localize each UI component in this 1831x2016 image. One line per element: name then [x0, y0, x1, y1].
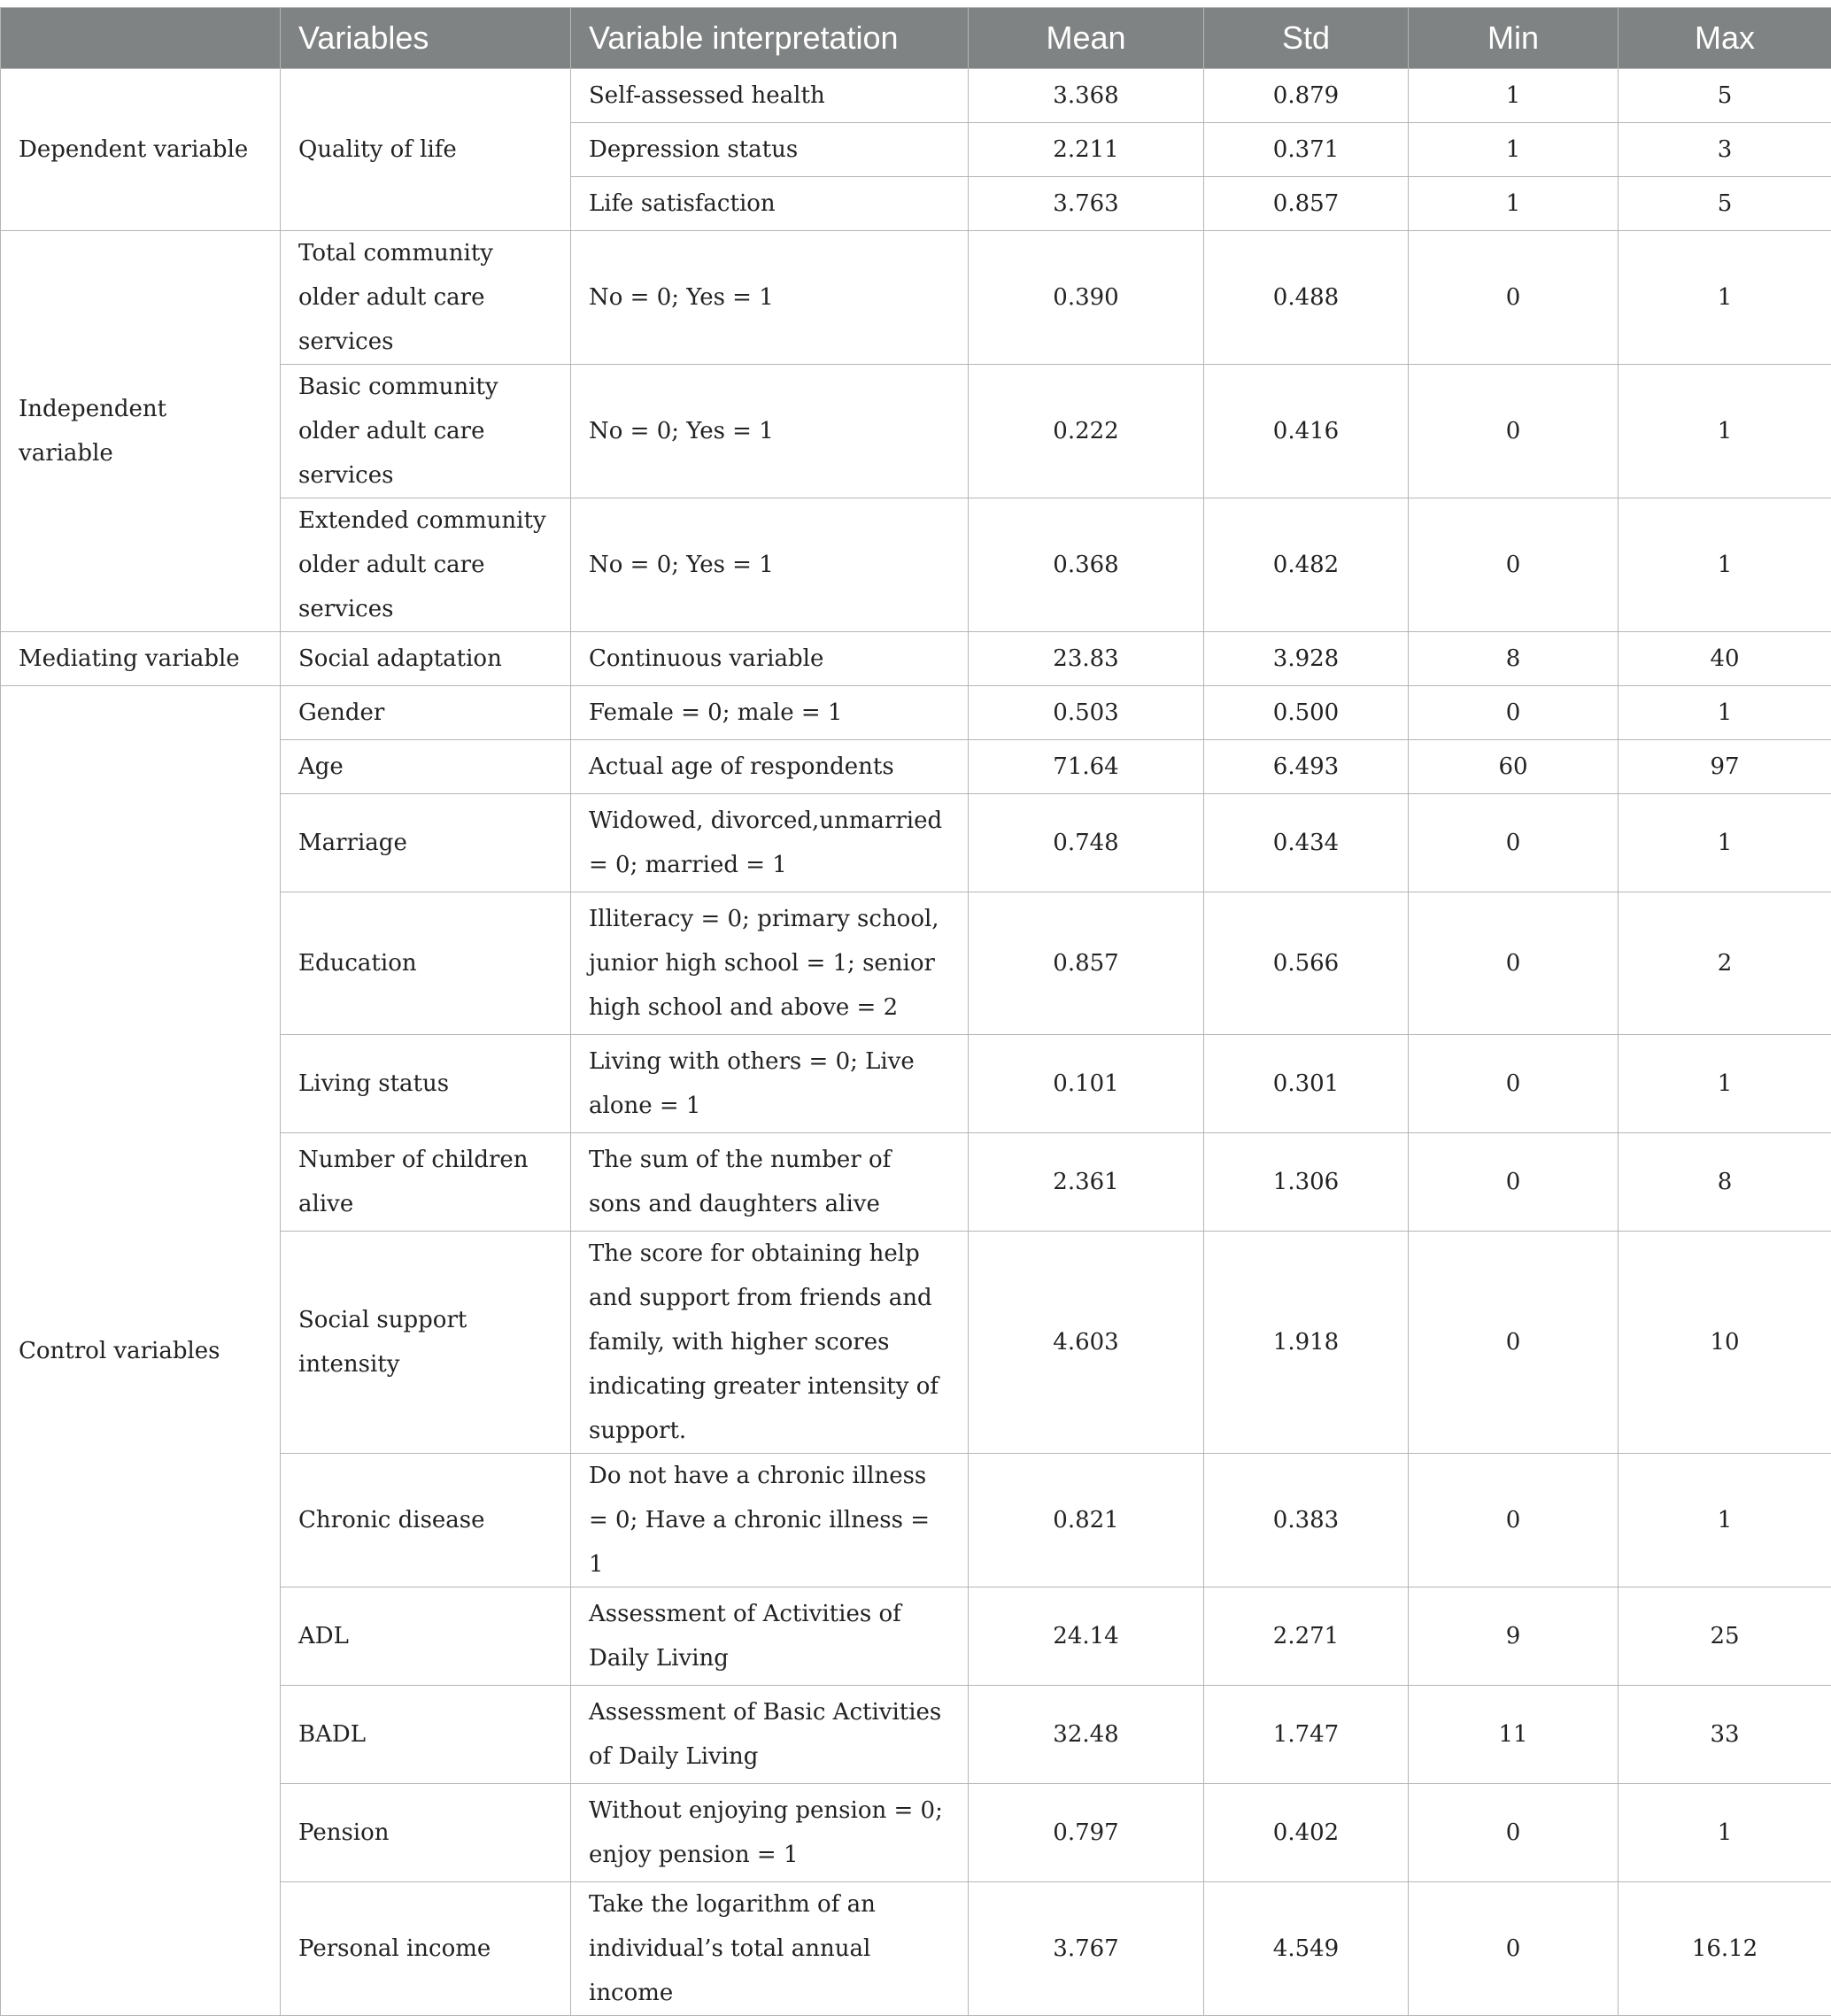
variable-name: Social adaptation: [281, 632, 571, 686]
max-value: 16.12: [1619, 1882, 1831, 2016]
group-label: Control variables: [1, 686, 281, 2016]
max-value: 2: [1619, 892, 1831, 1035]
table-row: [1, 69, 1831, 123]
min-value: 0: [1409, 498, 1619, 632]
variable-name: Education: [281, 892, 571, 1035]
variable-name: Basic community older adult care services: [281, 365, 571, 498]
min-value: 1: [1409, 69, 1619, 123]
max-value: 1: [1619, 231, 1831, 365]
std-value: 0.488: [1204, 231, 1409, 365]
std-value: 0.434: [1204, 794, 1409, 892]
table-row: [1, 686, 1831, 740]
variable-name: Gender: [281, 686, 571, 740]
min-value: 1: [1409, 123, 1619, 177]
group-label: Mediating variable: [1, 632, 281, 686]
variable-interpretation: Assessment of Activities of Daily Living: [571, 1587, 969, 1686]
mean-value: 0.503: [969, 686, 1204, 740]
min-value: 0: [1409, 794, 1619, 892]
variable-interpretation: Without enjoying pension = 0; enjoy pension = 1: [571, 1784, 969, 1882]
max-value: 1: [1619, 365, 1831, 498]
max-value: 1: [1619, 1035, 1831, 1133]
variable-name: Pension: [281, 1784, 571, 1882]
min-value: 11: [1409, 1686, 1619, 1784]
max-value: 3: [1619, 123, 1831, 177]
header-max: Max: [1619, 8, 1831, 69]
min-value: 0: [1409, 1133, 1619, 1232]
mean-value: 0.101: [969, 1035, 1204, 1133]
mean-value: 71.64: [969, 740, 1204, 794]
variable-name: Extended community older adult care services: [281, 498, 571, 632]
variable-interpretation: Female = 0; male = 1: [571, 686, 969, 740]
max-value: 5: [1619, 69, 1831, 123]
header-min: Min: [1409, 8, 1619, 69]
table-body: [1, 69, 1831, 2016]
header-mean: Mean: [969, 8, 1204, 69]
mean-value: 2.361: [969, 1133, 1204, 1232]
std-value: 0.301: [1204, 1035, 1409, 1133]
mean-value: 4.603: [969, 1232, 1204, 1454]
mean-value: 0.797: [969, 1784, 1204, 1882]
variable-interpretation: Depression status: [571, 123, 969, 177]
std-value: 2.271: [1204, 1587, 1409, 1686]
group-label: Independent variable: [1, 231, 281, 632]
variable-name: Age: [281, 740, 571, 794]
variable-interpretation: No = 0; Yes = 1: [571, 231, 969, 365]
std-value: 0.482: [1204, 498, 1409, 632]
variable-name: Personal income: [281, 1882, 571, 2016]
variable-name: Quality of life: [281, 69, 571, 231]
max-value: 10: [1619, 1232, 1831, 1454]
variable-name: Number of children alive: [281, 1133, 571, 1232]
min-value: 9: [1409, 1587, 1619, 1686]
min-value: 1: [1409, 177, 1619, 231]
variable-name: Social support intensity: [281, 1232, 571, 1454]
variable-name: Total community older adult care services: [281, 231, 571, 365]
std-value: 1.306: [1204, 1133, 1409, 1232]
std-value: 6.493: [1204, 740, 1409, 794]
variable-interpretation: No = 0; Yes = 1: [571, 498, 969, 632]
std-value: 4.549: [1204, 1882, 1409, 2016]
header-std: Std: [1204, 8, 1409, 69]
min-value: 0: [1409, 365, 1619, 498]
max-value: 1: [1619, 794, 1831, 892]
mean-value: 32.48: [969, 1686, 1204, 1784]
std-value: 0.566: [1204, 892, 1409, 1035]
variable-name: Living status: [281, 1035, 571, 1133]
std-value: 0.500: [1204, 686, 1409, 740]
std-value: 1.747: [1204, 1686, 1409, 1784]
variable-interpretation: The score for obtaining help and support from friends and family, with higher scores indicating greater intensity of support.: [571, 1232, 969, 1454]
header-row: [1, 8, 1831, 69]
table-row: [1, 231, 1831, 365]
mean-value: 2.211: [969, 123, 1204, 177]
variable-interpretation: Take the logarithm of an individual’s total annual income: [571, 1882, 969, 2016]
min-value: 60: [1409, 740, 1619, 794]
std-value: 0.383: [1204, 1454, 1409, 1587]
mean-value: 3.767: [969, 1882, 1204, 2016]
max-value: 1: [1619, 498, 1831, 632]
variable-interpretation: Assessment of Basic Activities of Daily Living: [571, 1686, 969, 1784]
min-value: 0: [1409, 1784, 1619, 1882]
variable-interpretation: Self-assessed health: [571, 69, 969, 123]
max-value: 1: [1619, 1784, 1831, 1882]
variable-name: Marriage: [281, 794, 571, 892]
mean-value: 3.368: [969, 69, 1204, 123]
min-value: 0: [1409, 1035, 1619, 1133]
min-value: 8: [1409, 632, 1619, 686]
std-value: 3.928: [1204, 632, 1409, 686]
mean-value: 0.222: [969, 365, 1204, 498]
mean-value: 0.748: [969, 794, 1204, 892]
max-value: 33: [1619, 1686, 1831, 1784]
max-value: 1: [1619, 686, 1831, 740]
variable-interpretation: Continuous variable: [571, 632, 969, 686]
std-value: 1.918: [1204, 1232, 1409, 1454]
table-row: [1, 632, 1831, 686]
mean-value: 0.821: [969, 1454, 1204, 1587]
variable-name: Chronic disease: [281, 1454, 571, 1587]
std-value: 0.402: [1204, 1784, 1409, 1882]
min-value: 0: [1409, 1882, 1619, 2016]
variable-interpretation: Living with others = 0; Live alone = 1: [571, 1035, 969, 1133]
variable-name: BADL: [281, 1686, 571, 1784]
variable-interpretation: The sum of the number of sons and daughters alive: [571, 1133, 969, 1232]
descriptive-statistics-table: [0, 7, 1831, 2016]
max-value: 5: [1619, 177, 1831, 231]
variable-interpretation: No = 0; Yes = 1: [571, 365, 969, 498]
variable-name: ADL: [281, 1587, 571, 1686]
variable-interpretation: Do not have a chronic illness = 0; Have a chronic illness = 1: [571, 1454, 969, 1587]
std-value: 0.879: [1204, 69, 1409, 123]
std-value: 0.416: [1204, 365, 1409, 498]
header-group: [1, 8, 281, 69]
min-value: 0: [1409, 231, 1619, 365]
group-label: Dependent variable: [1, 69, 281, 231]
min-value: 0: [1409, 1232, 1619, 1454]
header-interpretation: Variable interpretation: [571, 8, 969, 69]
mean-value: 0.368: [969, 498, 1204, 632]
mean-value: 24.14: [969, 1587, 1204, 1686]
max-value: 97: [1619, 740, 1831, 794]
max-value: 8: [1619, 1133, 1831, 1232]
min-value: 0: [1409, 1454, 1619, 1587]
max-value: 1: [1619, 1454, 1831, 1587]
max-value: 25: [1619, 1587, 1831, 1686]
min-value: 0: [1409, 892, 1619, 1035]
max-value: 40: [1619, 632, 1831, 686]
std-value: 0.371: [1204, 123, 1409, 177]
mean-value: 0.857: [969, 892, 1204, 1035]
header-variables: Variables: [281, 8, 571, 69]
min-value: 0: [1409, 686, 1619, 740]
mean-value: 3.763: [969, 177, 1204, 231]
variable-interpretation: Life satisfaction: [571, 177, 969, 231]
mean-value: 23.83: [969, 632, 1204, 686]
variable-interpretation: Actual age of respondents: [571, 740, 969, 794]
mean-value: 0.390: [969, 231, 1204, 365]
std-value: 0.857: [1204, 177, 1409, 231]
variable-interpretation: Illiteracy = 0; primary school, junior high school = 1; senior high school and above = 2: [571, 892, 969, 1035]
variable-interpretation: Widowed, divorced,unmarried = 0; married = 1: [571, 794, 969, 892]
